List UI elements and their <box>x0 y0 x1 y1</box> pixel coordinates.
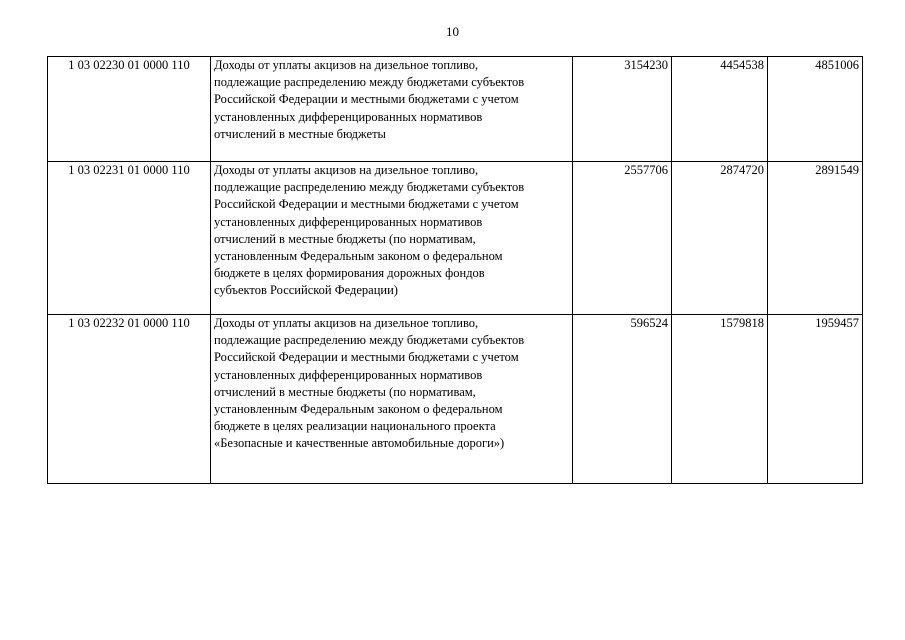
budget-table <box>47 56 863 484</box>
description-line: Российской Федерации и местными бюджетами с учетом <box>214 350 519 365</box>
amount-year-1: 596524 <box>573 315 672 484</box>
description-line: подлежащие распределению между бюджетами субъектов <box>214 75 525 90</box>
page-number: 10 <box>446 24 459 39</box>
amount-year-2: 1579818 <box>672 315 768 484</box>
description-line: Российской Федерации и местными бюджетами с учетом <box>214 197 519 212</box>
description-line: установленным Федеральным законом о федеральном <box>214 402 503 417</box>
description-line: субъектов Российской Федерации) <box>214 283 398 298</box>
income-description <box>211 162 573 315</box>
amount-year-2: 2874720 <box>672 162 768 315</box>
amount-year-3: 4851006 <box>768 57 863 162</box>
income-description <box>211 315 573 484</box>
income-description <box>211 57 573 162</box>
description-line: подлежащие распределению между бюджетами субъектов <box>214 180 525 195</box>
amount-year-1: 3154230 <box>573 57 672 162</box>
description-line: бюджете в целях формирования дорожных фондов <box>214 266 485 281</box>
description-line: бюджете в целях реализации национального проекта <box>214 419 496 434</box>
description-line: подлежащие распределению между бюджетами субъектов <box>214 333 525 348</box>
budget-classification-code: 1 03 02232 01 0000 110 <box>48 315 211 484</box>
description-line: установленных дифференцированных нормативов <box>214 214 483 229</box>
amount-year-2: 4454538 <box>672 57 768 162</box>
budget-classification-code: 1 03 02231 01 0000 110 <box>48 162 211 315</box>
description-line: отчислений в местные бюджеты (по нормативам, <box>214 384 476 399</box>
description-line: установленных дифференцированных нормативов <box>214 109 483 124</box>
amount-year-1: 2557706 <box>573 162 672 315</box>
description-line: Доходы от уплаты акцизов на дизельное топливо, <box>214 163 479 177</box>
description-line: отчислений в местные бюджеты <box>214 126 386 141</box>
amount-year-3: 1959457 <box>768 315 863 484</box>
table-row <box>48 315 863 484</box>
description-line: Российской Федерации и местными бюджетами с учетом <box>214 92 519 107</box>
description-line: Доходы от уплаты акцизов на дизельное топливо, <box>214 316 479 330</box>
description-line: отчислений в местные бюджеты (по нормативам, <box>214 231 476 246</box>
table-row <box>48 57 863 162</box>
description-line: Доходы от уплаты акцизов на дизельное топливо, <box>214 58 479 72</box>
description-line: «Безопасные и качественные автомобильные дороги») <box>214 436 505 451</box>
description-line: установленным Федеральным законом о федеральном <box>214 249 503 264</box>
amount-year-3: 2891549 <box>768 162 863 315</box>
table-row <box>48 162 863 315</box>
budget-classification-code: 1 03 02230 01 0000 110 <box>48 57 211 162</box>
description-line: установленных дифференцированных нормативов <box>214 367 483 382</box>
